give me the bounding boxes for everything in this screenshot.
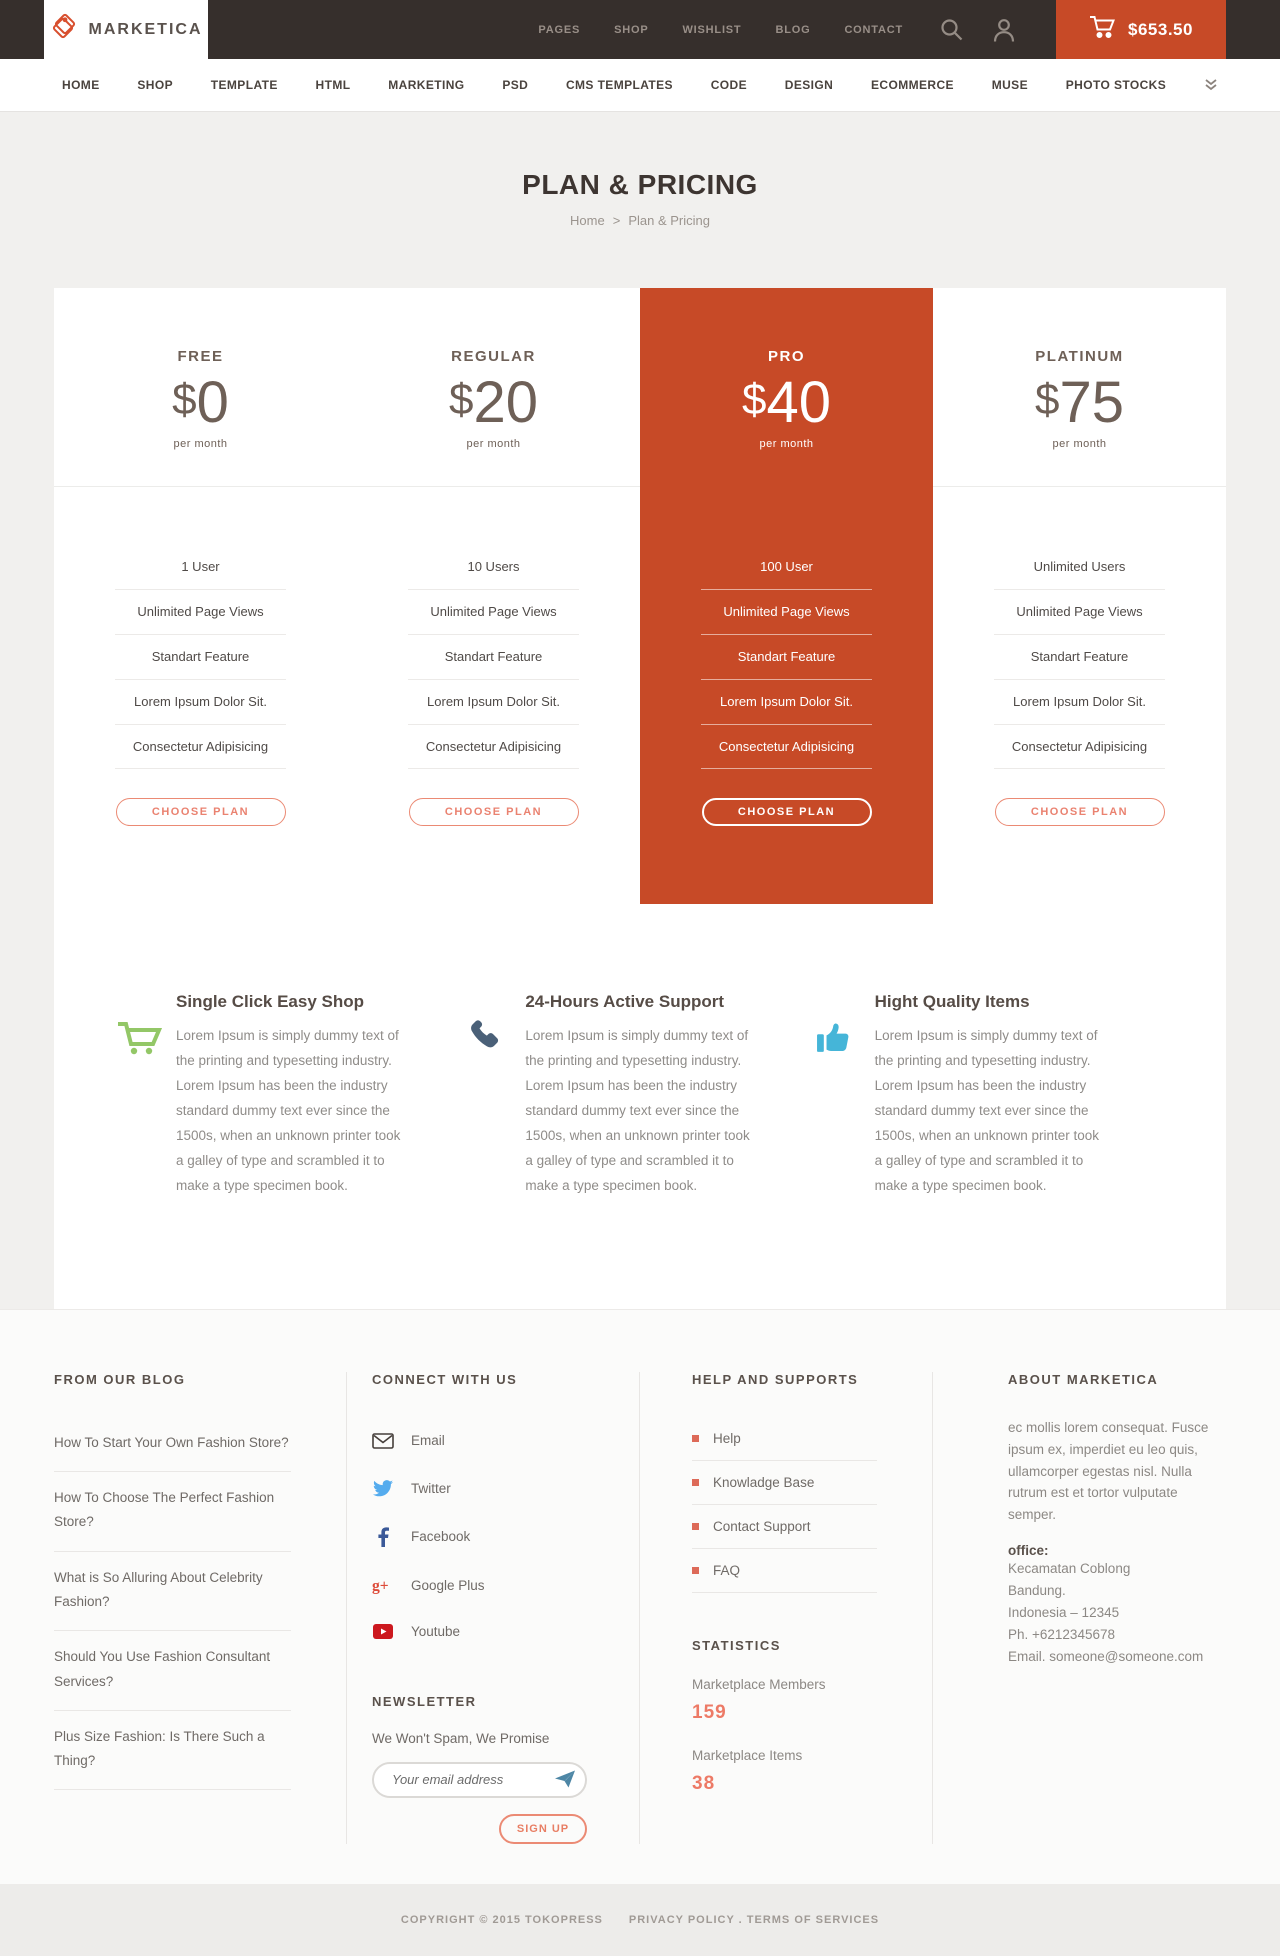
nav-ecommerce[interactable]: ECOMMERCE	[871, 78, 954, 92]
nav-cms-templates[interactable]: CMS TEMPLATES	[565, 78, 673, 92]
social-link-email[interactable]	[372, 1417, 587, 1465]
plan-feature-list	[54, 544, 347, 769]
footer-heading-statistics: STATISTICS	[692, 1637, 781, 1653]
nav-home[interactable]: HOME	[62, 78, 100, 92]
plan-feature: Standart Feature	[54, 634, 347, 679]
plan-column-free	[54, 288, 347, 904]
nav-photo-stocks[interactable]: PHOTO STOCKS	[1065, 78, 1167, 92]
about-text: ec mollis lorem consequat. Fusce ipsum ex, imperdiet eu leo quis, ullamcorper egestas nisl. Nulla rutrum est et tortor vulputate semper.	[1008, 1419, 1209, 1523]
social-link-facebook[interactable]	[372, 1512, 587, 1562]
topnav-shop[interactable]: SHOP	[614, 23, 649, 36]
topnav-wishlist[interactable]: WISHLIST	[682, 23, 742, 36]
footer-help-column	[640, 1372, 933, 1844]
plan-name: PRO	[767, 348, 805, 365]
cart-total: $653.50	[1128, 19, 1193, 39]
plan-price: $20	[449, 370, 538, 435]
stat-label: Marketplace Members	[692, 1676, 826, 1692]
price-tag-logo-icon	[50, 11, 80, 48]
feature-title: Single Click Easy Shop	[176, 992, 365, 1011]
blog-link[interactable]: Plus Size Fashion: Is There Such a Thing?	[54, 1711, 291, 1791]
social-link-google-plus[interactable]	[372, 1562, 587, 1609]
plan-feature: 100 User	[760, 559, 813, 574]
copyright-text: COPYRIGHT © 2015 TOKOPRESS	[400, 1913, 603, 1926]
plan-period: per month	[173, 438, 228, 450]
plan-price: $75	[1035, 370, 1124, 435]
footer-blog-column	[54, 1372, 347, 1844]
user-account-icon[interactable]	[992, 17, 1016, 43]
plan-feature: Standart Feature	[347, 634, 640, 679]
plan-header	[933, 288, 1226, 487]
thumb-up-icon	[815, 992, 875, 1199]
nav-marketing[interactable]: MARKETING	[388, 78, 465, 92]
plan-feature: Lorem Ipsum Dolor Sit.	[640, 679, 933, 724]
footer-connect-column	[347, 1372, 640, 1844]
plan-feature: Consectetur Adipisicing	[54, 724, 347, 769]
feature-text: Lorem Ipsum is simply dummy text of the printing and typesetting industry. Lorem Ipsum has been the industry standard dummy text ever since the 1500s, when an unknown printer took a galley of type and scrambled it to make a type specimen book.	[176, 1028, 401, 1193]
breadcrumb-current: Plan & Pricing	[628, 213, 710, 228]
help-label: Help	[713, 1430, 741, 1446]
social-label: Youtube	[411, 1623, 461, 1639]
plan-feature: Lorem Ipsum Dolor Sit.	[933, 679, 1226, 724]
plan-name: FREE	[177, 348, 224, 365]
feature-support	[465, 992, 814, 1199]
plan-period: per month	[1052, 438, 1107, 450]
svg-text:g+: g+	[372, 1577, 389, 1594]
breadcrumb-separator: >	[612, 213, 621, 228]
nav-muse[interactable]: MUSE	[991, 78, 1028, 92]
topnav-pages[interactable]: PAGES	[538, 23, 581, 36]
pricing-table	[54, 288, 1226, 904]
social-label: Google Plus	[411, 1577, 485, 1593]
address-line: Email. someone@someone.com	[1008, 1648, 1204, 1664]
send-plane-icon[interactable]	[555, 1770, 575, 1791]
nav-psd[interactable]: PSD	[502, 78, 529, 92]
plan-name: REGULAR	[451, 348, 536, 365]
feature-easy-shop	[116, 992, 465, 1199]
footer-heading-connect: CONNECT WITH US	[372, 1371, 518, 1387]
newsletter-signup-button[interactable]: SIGN UP	[499, 1814, 587, 1844]
plan-feature: Unlimited Page Views	[347, 589, 640, 634]
legal-links[interactable]: PRIVACY POLICY . TERMS OF SERVICES	[628, 1913, 880, 1926]
chevron-down-icon[interactable]	[1204, 79, 1218, 91]
twitter-icon	[372, 1480, 394, 1497]
stat-label: Marketplace Items	[692, 1747, 803, 1763]
plan-column-regular	[347, 288, 640, 904]
page-title: PLAN & PRICING	[522, 169, 758, 200]
plan-price: $0	[172, 370, 229, 435]
plan-feature: Unlimited Page Views	[54, 589, 347, 634]
square-bullet-icon	[692, 1479, 699, 1486]
help-label: Knowladge Base	[713, 1474, 815, 1490]
nav-design[interactable]: DESIGN	[784, 78, 834, 92]
stat-value: 159	[692, 1701, 727, 1723]
blog-link[interactable]: What is So Alluring About Celebrity Fashion?	[54, 1552, 291, 1632]
feature-text: Lorem Ipsum is simply dummy text of the printing and typesetting industry. Lorem Ipsum has been the industry standard dummy text ever since the 1500s, when an unknown printer took a galley of type and scrambled it to make a type specimen book.	[874, 1028, 1100, 1193]
facebook-icon	[372, 1527, 394, 1547]
plan-feature: Unlimited Page Views	[640, 589, 933, 634]
search-icon[interactable]	[939, 17, 964, 42]
plan-header	[640, 288, 933, 487]
breadcrumb-home-link[interactable]: Home	[570, 213, 605, 228]
choose-plan-button-pro[interactable]: CHOOSE PLAN	[702, 798, 872, 826]
plan-name: PLATINUM	[1035, 348, 1124, 365]
phone-icon	[465, 992, 525, 1199]
feature-title: Hight Quality Items	[874, 992, 1030, 1011]
stat-value: 38	[692, 1772, 716, 1794]
social-link-youtube[interactable]	[372, 1609, 587, 1654]
footer-about-column	[933, 1372, 1226, 1844]
email-icon	[372, 1432, 394, 1450]
help-link[interactable]	[692, 1549, 877, 1593]
brand-name: MARKETICA	[88, 20, 203, 38]
plan-feature: 10 Users	[467, 559, 520, 574]
cart-icon	[1089, 15, 1115, 44]
address-line: Ph. +6212345678	[1008, 1626, 1115, 1642]
topnav-blog[interactable]: BLOG	[775, 23, 811, 36]
plan-price: $40	[742, 370, 831, 435]
plan-feature: Consectetur Adipisicing	[347, 724, 640, 769]
help-link[interactable]	[692, 1461, 877, 1505]
social-label: Twitter	[411, 1480, 451, 1496]
blog-link[interactable]: How To Start Your Own Fashion Store?	[54, 1417, 291, 1472]
plan-period: per month	[466, 438, 521, 450]
cart-button[interactable]	[1056, 0, 1226, 59]
help-link[interactable]	[692, 1505, 877, 1549]
breadcrumb	[0, 213, 1280, 228]
main-navigation	[0, 59, 1280, 112]
feature-title: 24-Hours Active Support	[525, 992, 725, 1011]
utility-nav	[538, 24, 903, 36]
newsletter-section	[372, 1694, 587, 1844]
nav-html[interactable]: HTML	[315, 78, 351, 92]
footer	[0, 1309, 1280, 1884]
plan-feature: Consectetur Adipisicing	[933, 724, 1226, 769]
choose-plan-button-regular[interactable]: CHOOSE PLAN	[409, 798, 579, 826]
copyright-bar	[0, 1884, 1280, 1956]
topnav-contact[interactable]: CONTACT	[844, 23, 903, 36]
plan-feature: Lorem Ipsum Dolor Sit.	[347, 679, 640, 724]
office-label: office:	[1008, 1543, 1049, 1559]
cart-icon	[116, 992, 176, 1199]
help-label: Contact Support	[713, 1518, 811, 1534]
plan-feature-list	[640, 544, 933, 769]
plan-period: per month	[759, 438, 814, 450]
address-line: Kecamatan Coblong	[1008, 1561, 1131, 1577]
plan-column-platinum	[933, 288, 1226, 904]
newsletter-note: We Won't Spam, We Promise	[372, 1730, 550, 1746]
plan-feature: Unlimited Page Views	[933, 589, 1226, 634]
brand-logo[interactable]	[44, 0, 208, 59]
help-link[interactable]	[692, 1417, 877, 1461]
statistics-section	[692, 1638, 877, 1795]
plan-feature-list	[933, 544, 1226, 769]
nav-template[interactable]: TEMPLATE	[210, 78, 278, 92]
footer-heading-help: HELP AND SUPPORTS	[692, 1371, 859, 1387]
feature-text: Lorem Ipsum is simply dummy text of the printing and typesetting industry. Lorem Ipsum has been the industry standard dummy text ever since the 1500s, when an unknown printer took a galley of type and scrambled it to make a type specimen book.	[525, 1028, 750, 1193]
help-label: FAQ	[713, 1562, 741, 1578]
feature-quality	[815, 992, 1164, 1199]
plan-header	[54, 288, 347, 487]
nav-shop[interactable]: SHOP	[137, 78, 173, 92]
nav-code[interactable]: CODE	[710, 78, 748, 92]
content-card	[54, 288, 1226, 1309]
footer-heading-blog: FROM OUR BLOG	[54, 1371, 186, 1387]
plan-feature: Lorem Ipsum Dolor Sit.	[54, 679, 347, 724]
social-label: Email	[411, 1433, 445, 1449]
top-header-bar	[0, 0, 1280, 59]
plan-feature: Consectetur Adipisicing	[640, 724, 933, 769]
plan-feature: 1 User	[181, 559, 220, 574]
address-line: Bandung.	[1008, 1582, 1066, 1598]
plan-feature: Standart Feature	[933, 634, 1226, 679]
choose-plan-button-platinum[interactable]: CHOOSE PLAN	[995, 798, 1165, 826]
plan-feature-list	[347, 544, 640, 769]
choose-plan-button-free[interactable]: CHOOSE PLAN	[116, 798, 286, 826]
social-label: Facebook	[411, 1529, 471, 1545]
plan-column-pro-featured	[640, 288, 933, 904]
feature-blurbs-section	[54, 904, 1226, 1309]
blog-link[interactable]: How To Choose The Perfect Fashion Store?	[54, 1472, 291, 1552]
square-bullet-icon	[692, 1523, 699, 1530]
google-plus-icon	[372, 1577, 394, 1594]
plan-header	[347, 288, 640, 487]
square-bullet-icon	[692, 1435, 699, 1442]
address-line: Indonesia – 12345	[1008, 1604, 1120, 1620]
footer-heading-about: ABOUT MARKETICA	[1008, 1371, 1159, 1387]
square-bullet-icon	[692, 1567, 699, 1574]
blog-link[interactable]: Should You Use Fashion Consultant Services?	[54, 1631, 291, 1711]
plan-feature: Unlimited Users	[1033, 559, 1126, 574]
youtube-icon	[372, 1624, 394, 1639]
social-link-twitter[interactable]	[372, 1465, 587, 1512]
page-heading-section	[0, 112, 1280, 228]
footer-heading-newsletter: NEWSLETTER	[372, 1693, 477, 1709]
plan-feature: Standart Feature	[640, 634, 933, 679]
